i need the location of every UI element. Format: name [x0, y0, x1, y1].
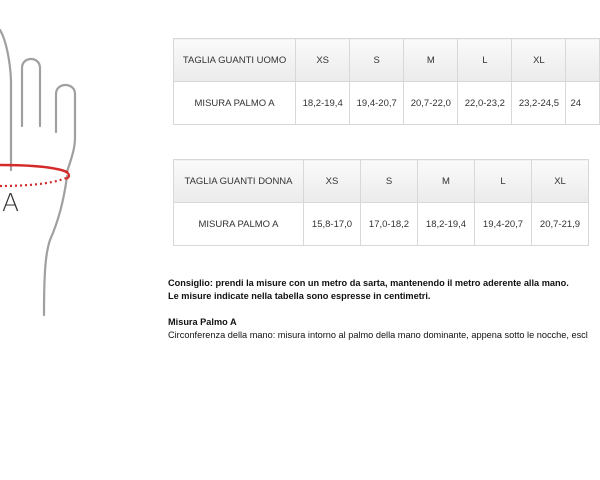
women-size-l: L — [475, 160, 532, 203]
women-value-xl: 20,7-21,9 — [532, 203, 589, 246]
women-size-s: S — [361, 160, 418, 203]
women-size-m: M — [418, 160, 475, 203]
women-size-header-row — [174, 160, 589, 203]
men-size-xl: XL — [512, 39, 566, 82]
measure-title: Misura Palmo A — [168, 317, 237, 327]
men-size-m: M — [404, 39, 458, 82]
women-value-m: 18,2-19,4 — [418, 203, 475, 246]
women-row-label: MISURA PALMO A — [174, 203, 304, 246]
women-value-xs: 15,8-17,0 — [304, 203, 361, 246]
men-value-xs: 18,2-19,4 — [296, 82, 350, 125]
women-size-xs: XS — [304, 160, 361, 203]
men-size-header-label: TAGLIA GUANTI UOMO — [174, 39, 296, 82]
measure-description: Circonferenza della mano: misura intorno al palmo della mano dominante, appena sotto le nocche, escl — [168, 330, 588, 340]
men-size-xxl — [566, 39, 600, 82]
palm-measure-label: A — [2, 188, 20, 217]
men-size-s: S — [350, 39, 404, 82]
men-size-header-row — [174, 39, 600, 82]
men-size-table — [173, 38, 600, 125]
advice-line-1: Consiglio: prendi la misure con un metro da sarta, mantenendo il metro aderente alla mano. — [168, 278, 569, 288]
men-row-label: MISURA PALMO A — [174, 82, 296, 125]
hand-illustration — [0, 0, 170, 330]
women-value-l: 19,4-20,7 — [475, 203, 532, 246]
men-size-xs: XS — [296, 39, 350, 82]
women-size-table — [173, 159, 589, 246]
advice-line-2: Le misure indicate nella tabella sono espresse in centimetri. — [168, 291, 431, 301]
men-size-l: L — [458, 39, 512, 82]
men-value-xl: 23,2-24,5 — [512, 82, 566, 125]
women-size-xl: XL — [532, 160, 589, 203]
women-size-header-label: TAGLIA GUANTI DONNA — [174, 160, 304, 203]
women-value-s: 17,0-18,2 — [361, 203, 418, 246]
women-size-values-row — [174, 203, 589, 246]
men-value-l: 22,0-23,2 — [458, 82, 512, 125]
men-value-s: 19,4-20,7 — [350, 82, 404, 125]
men-value-xxl: 24 — [566, 82, 600, 125]
men-value-m: 20,7-22,0 — [404, 82, 458, 125]
men-size-values-row — [174, 82, 600, 125]
